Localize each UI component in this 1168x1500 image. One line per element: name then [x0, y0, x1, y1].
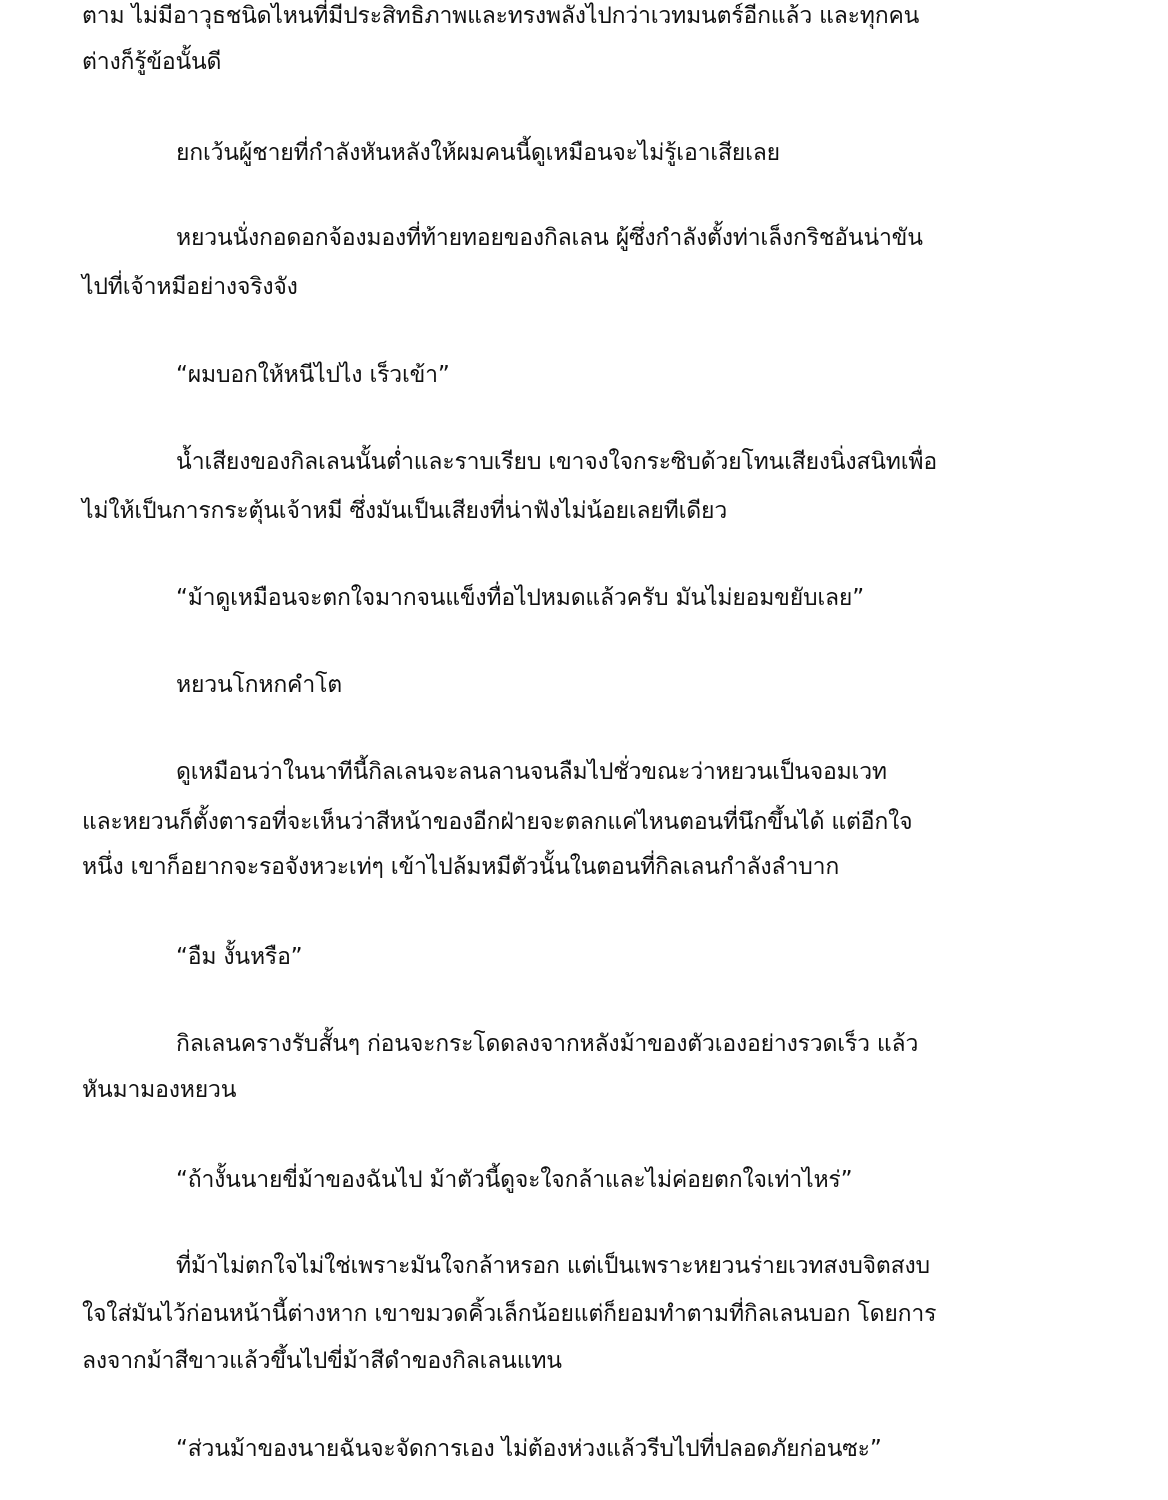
- document-page: [82, 0, 1087, 1500]
- paragraph-line: หยวนโกหกคำโต: [176, 672, 343, 698]
- dialogue-line: “ม้าดูเหมือนจะตกใจมากจนแข็งทื่อไปหมดแล้วครับ มันไม่ยอมขยับเลย”: [176, 585, 864, 611]
- text-line: ไปที่เจ้าหมีอย่างจริงจัง: [82, 274, 298, 300]
- text-line: ต่างก็รู้ข้อนั้นดี: [82, 49, 222, 75]
- paragraph-line: ยกเว้นผู้ชายที่กำลังหันหลังให้ผมคนนี้ดูเหมือนจะไม่รู้เอาเสียเลย: [176, 140, 780, 166]
- text-line: ใจใส่มันไว้ก่อนหน้านี้ต่างหาก เขาขมวดคิ้วเล็กน้อยแต่ก็ยอมทำตามที่กิลเลนบอก โดยการ: [82, 1301, 937, 1327]
- text-line: ลงจากม้าสีขาวแล้วขึ้นไปขี่ม้าสีดำของกิลเลนแทน: [82, 1348, 562, 1374]
- paragraph-line: ที่ม้าไม่ตกใจไม่ใช่เพราะมันใจกล้าหรอก แต่เป็นเพราะหยวนร่ายเวทสงบจิตสงบ: [176, 1253, 930, 1279]
- dialogue-line: “อืม งั้นหรือ”: [176, 944, 303, 970]
- text-line: และหยวนก็ตั้งตารอที่จะเห็นว่าสีหน้าของอีกฝ่ายจะตลกแค่ไหนตอนที่นึกขึ้นได้ แต่อีกใจ: [82, 809, 913, 835]
- paragraph-line: กิลเลนครางรับสั้นๆ ก่อนจะกระโดดลงจากหลังม้าของตัวเองอย่างรวดเร็ว แล้ว: [176, 1031, 919, 1057]
- paragraph-line: ดูเหมือนว่าในนาทีนี้กิลเลนจะลนลานจนลืมไปชั่วขณะว่าหยวนเป็นจอมเวท: [176, 759, 887, 785]
- text-line: หนึ่ง เขาก็อยากจะรอจังหวะเท่ๆ เข้าไปล้มหมีตัวนั้นในตอนที่กิลเลนกำลังลำบาก: [82, 854, 840, 880]
- text-line: หันมามองหยวน: [82, 1077, 237, 1103]
- paragraph-line: หยวนนั่งกอดอกจ้องมองที่ท้ายทอยของกิลเลน ผู้ซึ่งกำลังตั้งท่าเล็งกริชอันน่าขัน: [176, 225, 923, 251]
- dialogue-line: “ถ้างั้นนายขี่ม้าของฉันไป ม้าตัวนี้ดูจะใจกล้าและไม่ค่อยตกใจเท่าไหร่”: [176, 1167, 853, 1193]
- text-line: ตาม ไม่มีอาวุธชนิดไหนที่มีประสิทธิภาพและทรงพลังไปกว่าเวทมนตร์อีกแล้ว และทุกคน: [82, 3, 920, 29]
- text-line: ไม่ให้เป็นการกระตุ้นเจ้าหมี ซึ่งมันเป็นเสียงที่น่าฟังไม่น้อยเลยทีเดียว: [82, 498, 728, 524]
- paragraph-line: น้ำเสียงของกิลเลนนั้นต่ำและราบเรียบ เขาจงใจกระซิบด้วยโทนเสียงนิ่งสนิทเพื่อ: [176, 449, 937, 475]
- dialogue-line: “ส่วนม้าของนายฉันจะจัดการเอง ไม่ต้องห่วงแล้วรีบไปที่ปลอดภัยก่อนซะ”: [176, 1436, 882, 1462]
- dialogue-line: “ผมบอกให้หนีไปไง เร็วเข้า”: [176, 362, 450, 388]
